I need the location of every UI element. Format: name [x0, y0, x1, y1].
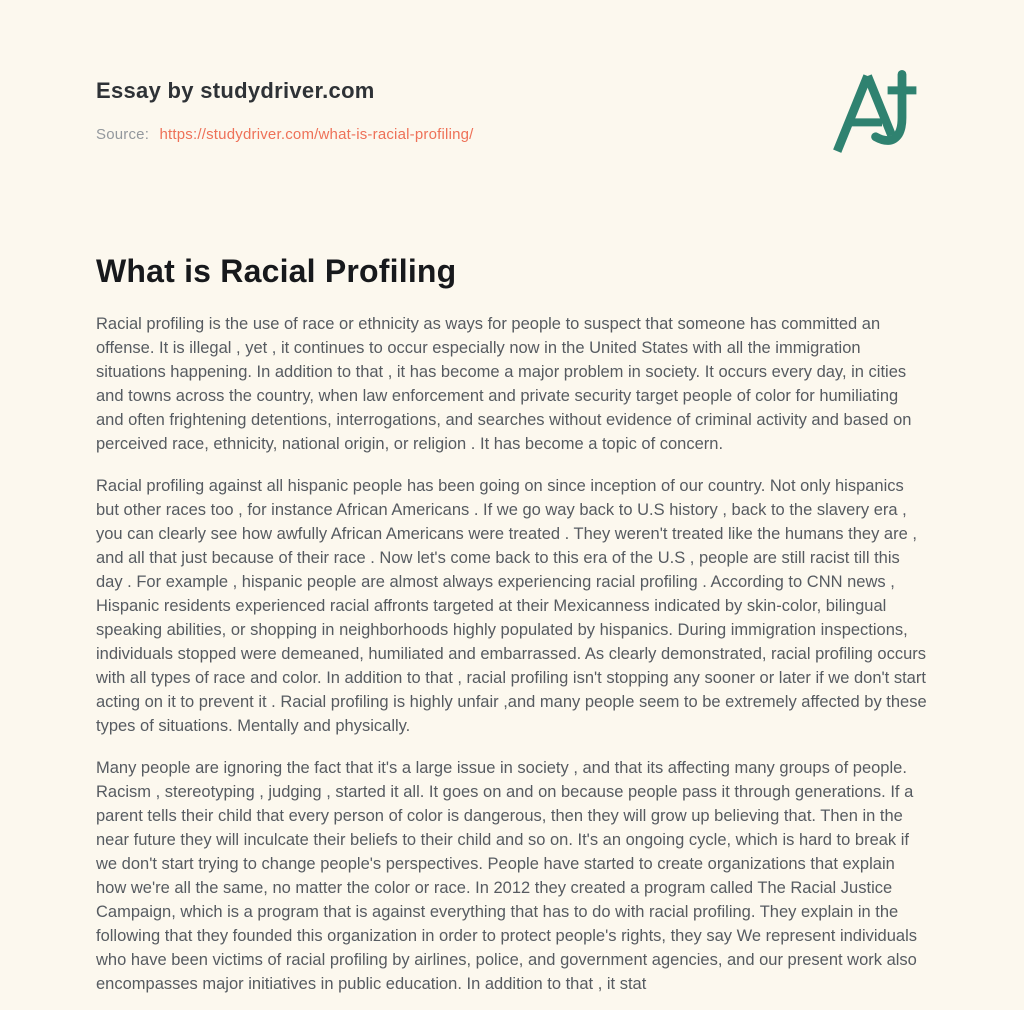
essay-paragraph-1: Racial profiling is the use of race or ethnicity as ways for people to suspect that someone has committed an offense. It is illegal , yet , it continues to occur especially now in the United States with all the immigration situations happening. In addition to that , it has become a major problem in society. It occurs every day, in cities and towns across the country, when law enforcement and private security target people of color for humiliating and often frightening detentions, interrogations, and searches without evidence of criminal activity and based on perceived race, ethnicity, national origin, or religion . It has become a topic of concern. [96, 315, 912, 453]
source-label: Source: [96, 126, 150, 143]
essay-title: What is Racial Profiling [96, 253, 457, 289]
essay-paragraph-3: Many people are ignoring the fact that it's a large issue in society , and that its affecting many groups of people. Racism , stereotyping , judging , started it all. It goes on and on because people pass it through generations. If a parent tells their child that every person of color is dangerous, then they will grow up believing that. Then in the near future they will inculcate their beliefs to their child and so on. It's an ongoing cycle, which is hard to break if we don't start trying to change people's perspectives. People have started to create organizations that explain how we're all the same, no matter the color or race. In 2012 they created a program called The Racial Justice Campaign, which is a program that is against everything that has to do with racial profiling. They explain in the following that they founded this organization in order to protect people's rights, they say We represent individuals who have been victims of racial profiling by airlines, police, and government agencies, and our present work also encompasses major initiatives in public education. In addition to that , it stat [96, 759, 917, 993]
source-line [96, 126, 928, 143]
header [0, 0, 1024, 143]
studydriver-logo-icon [826, 68, 922, 164]
article [0, 253, 1024, 996]
byline: Essay by studydriver.com [96, 78, 375, 103]
essay-paragraph-2: Racial profiling against all hispanic people has been going on since inception of our country. Not only hispanics but other races too , for instance African Americans . If we go way back to U.S history , back to the slavery era , you can clearly see how awfully African Americans were treated . They weren't treated like the humans they are , and all that just because of their race . Now let's come back to this era of the U.S , people are still racist till this day . For example , hispanic people are almost always experiencing racial profiling . According to CNN news , Hispanic residents experienced racial affronts targeted at their Mexicanness indicated by skin-color, bilingual speaking abilities, or shopping in neighborhoods highly populated by hispanics. During immigration inspections, individuals stopped were demeaned, humiliated and embarrassed. As clearly demonstrated, racial profiling occurs with all types of race and color. In addition to that , racial profiling isn't stopping any sooner or later if we don't start acting on it to prevent it . Racial profiling is highly unfair ,and many people seem to be extremely affected by these types of situations. Mentally and physically. [96, 477, 927, 735]
source-link[interactable]: https://studydriver.com/what-is-racial-profiling/ [159, 126, 474, 143]
